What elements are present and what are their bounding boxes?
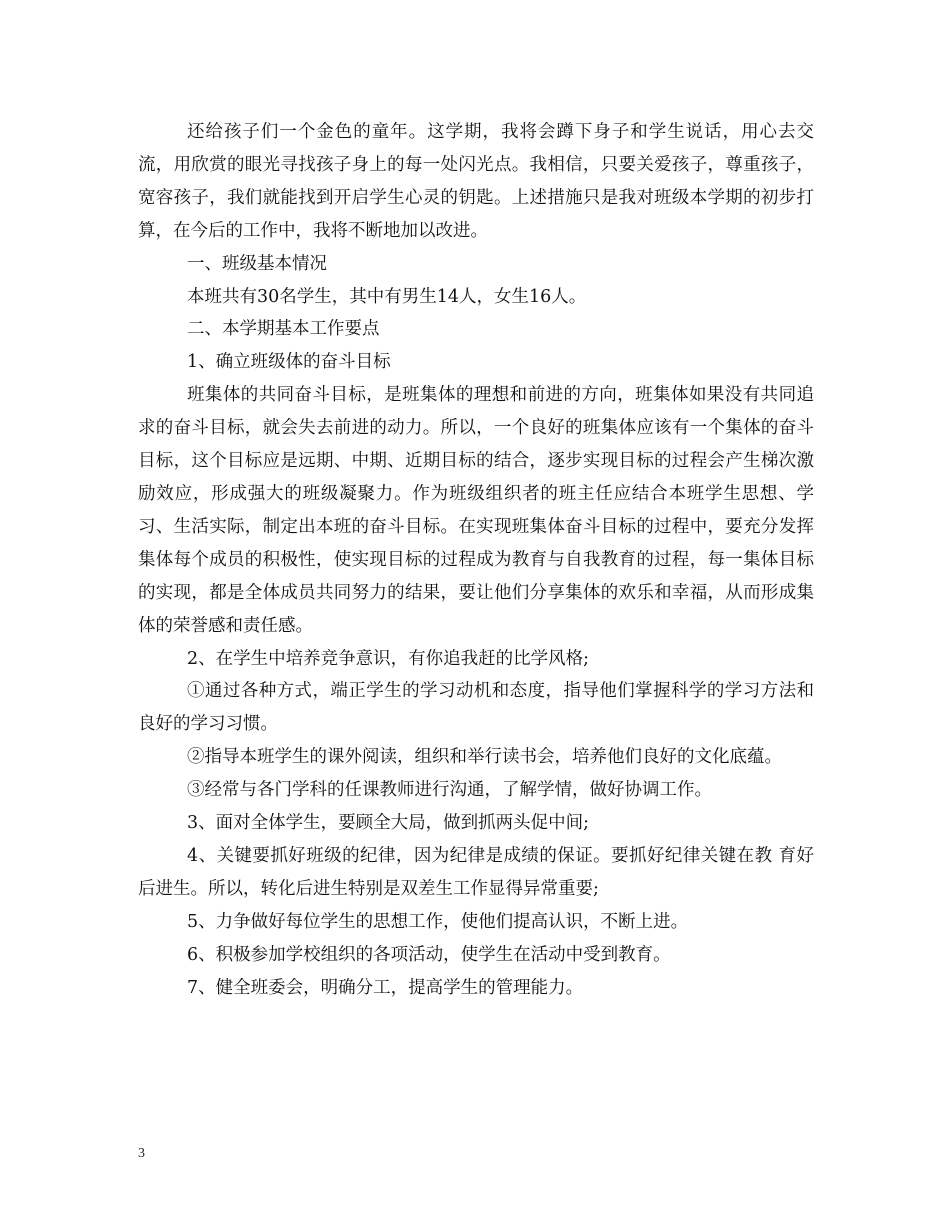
list-item-activities: 6、积极参加学校组织的各项活动，使学生在活动中受到教育。: [187, 944, 671, 965]
page-number: 3: [138, 1146, 145, 1161]
list-item-all-students: 3、面对全体学生，要顾全大局，做到抓两头促中间;: [187, 813, 590, 834]
list-item-ideology: 5、力争做好每位学生的思想工作，使他们提高认识，不断上进。: [187, 911, 689, 932]
heading-work-points: 二、本学期基本工作要点: [187, 319, 380, 340]
list-item-teacher-communication: ③经常与各门学科的任课教师进行沟通，了解学情，做好协调工作。: [187, 780, 712, 801]
paragraph-intro-continuation: 还给孩子们一个金色的童年。这学期，我将会蹲下身子和学生说话，用心去交流，用欣赏的眼光寻找孩子身上的每一处闪光点。我相信，只要关爱孩子，尊重孩子，宽容孩子，我们就能找到开启学生心灵的钥匙。上述措施只是我对班级本学期的初步打算，在今后的工作中，我将不断地加以改进。: [138, 122, 814, 241]
subheading-competition: 2、在学生中培养竞争意识，有你追我赶的比学风格;: [187, 648, 590, 669]
document-body: [138, 116, 814, 1004]
list-item-class-committee: 7、健全班委会，明确分工，提高学生的管理能力。: [187, 977, 584, 998]
paragraph-student-count: 本班共有30名学生，其中有男生14人，女生16人。: [187, 286, 587, 307]
list-item-study-habits: ①通过各种方式，端正学生的学习动机和态度，指导他们掌握科学的学习方法和良好的学习习惯。: [138, 681, 814, 735]
list-item-discipline: 4、关键要抓好班级的纪律，因为纪律是成绩的保证。要抓好纪律关键在教 育好后进生。所以，转化后进生特别是双差生工作显得异常重要;: [138, 845, 814, 899]
heading-class-basic-info: 一、班级基本情况: [187, 253, 327, 274]
paragraph-goal-detail: 班集体的共同奋斗目标，是班集体的理想和前进的方向，班集体如果没有共同追求的奋斗目标，就会失去前进的动力。所以，一个良好的班集体应该有一个集体的奋斗目标，这个目标应是远期、中期、近期目标的结合，逐步实现目标的过程会产生梯次激励效应，形成强大的班级凝聚力。作为班级组织者的班主任应结合本班学生思想、学习、生活实际，制定出本班的奋斗目标。在实现班集体奋斗目标的过程中，要充分发挥集体每个成员的积极性，使实现目标的过程成为教育与自我教育的过程，每一集体目标的实现，都是全体成员共同努力的结果，要让他们分享集体的欢乐和幸福，从而形成集体的荣誉感和责任感。: [138, 385, 814, 636]
list-item-reading: ②指导本班学生的课外阅读，组织和举行读书会，培养他们良好的文化底蕴。: [187, 747, 782, 768]
subheading-goal: 1、确立班级体的奋斗目标: [187, 352, 391, 373]
